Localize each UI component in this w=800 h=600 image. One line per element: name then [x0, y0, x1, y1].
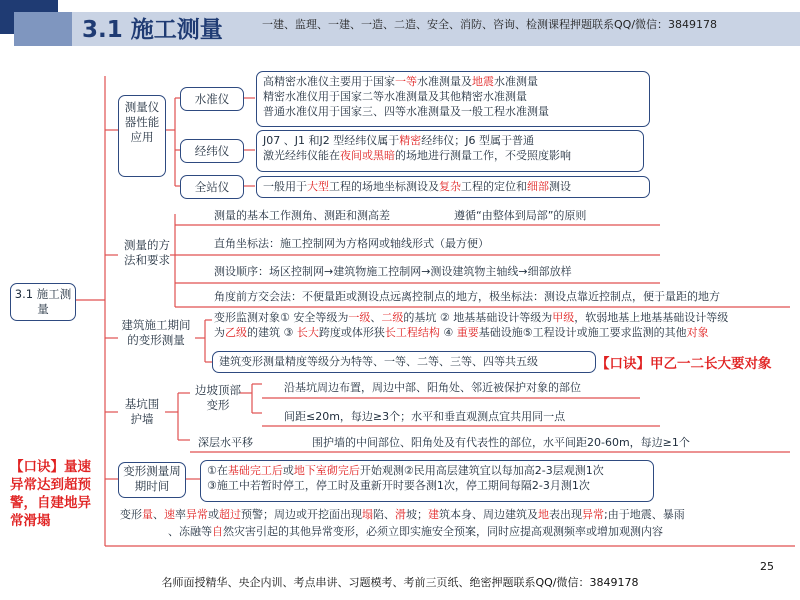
pit-slope-line-2: 间距≤20m，每边≥3个；水平和垂直观测点宜共用同一点 [284, 410, 566, 423]
category-deform [120, 318, 192, 348]
category-deform-label: 建筑施工期间的变形测量 [121, 318, 191, 347]
node-theodolite-label: 经纬仪 [194, 144, 230, 158]
methods-principle: 遵循“由整体到局部”的原则 [454, 209, 587, 222]
category-pit-label: 基坑围护墙 [124, 397, 160, 426]
pit-slope-line-1: 沿基坑周边布置，周边中部、阳角处、邻近被保护对象的部位 [284, 381, 581, 394]
root-node [10, 283, 76, 321]
theodolite-detail [256, 130, 644, 172]
level-detail [256, 71, 650, 127]
level-line-2: 精密水准仪用于国家二等水准测量及其他精密水准测量 [263, 90, 527, 103]
pit-slope-node [190, 383, 246, 413]
header-contact-note: 一建、监理、一建、一造、二造、安全、消防、咨询、检测课程押题联系QQ/微信：3849178 [262, 18, 718, 31]
pit-deep-text: 围护墙的中间部位、阳角处及有代表性的部位，水平间距20-60m，每边≥1个 [312, 436, 690, 449]
category-methods [120, 238, 174, 268]
root-label: 3.1 施工测量 [14, 287, 72, 316]
theodolite-line-1: J07 、J1 和J2 型经纬仪属于精密经纬仪；J6 型属于普通 [263, 134, 534, 147]
node-level-label: 水准仪 [194, 92, 230, 106]
node-total-station-label: 全站仪 [194, 180, 230, 194]
alarm-detail [120, 507, 800, 539]
period-detail [200, 460, 654, 502]
period-line-2: ③施工中若暂时停工，停工时及重新开时要各测1次，停工期间每隔2-3月测1次 [207, 479, 590, 492]
methods-basic: 测量的基本工作测角、测距和测高差 [214, 209, 390, 222]
methods-coordinate: 直角坐标法：施工控制网为方格网或轴线形式（最方便） [214, 237, 489, 250]
alarm-line-1: 变形量、速率异常或超过预警；周边或开挖面出现塌陷、滑坡；建筑本身、周边建筑及地表出现异常;由于地震、暴雨 [120, 508, 685, 521]
period-line-1: ①在基础完工后或地下室砌完后开始观测②民用高层建筑宜以每加高2-3层观测1次 [207, 464, 604, 477]
total-station-line: 一般用于大型工程的场地坐标测设及复杂工程的定位和细部测设 [263, 180, 571, 193]
node-theodolite [180, 139, 244, 163]
deform-objects-line-2: 为乙级的建筑 ③ 长大跨度或体形狭长工程结构 ④ 重要基础设施⑤工程设计或施工要求监测的其他对象 [214, 326, 709, 339]
deform-mnemonic: 【口诀】甲乙一二长大要对象 [596, 356, 772, 372]
deform-objects-line-1: 变形监测对象① 安全等级为一级、二级的基坑 ② 地基基础设计等级为甲级，软弱地基上地基基础设计等级 [214, 311, 729, 324]
theodolite-line-2: 激光经纬仪能在夜间或黑暗的场地进行测量工作，不受照度影响 [263, 149, 571, 162]
pit-deep-label: 深层水平移 [198, 436, 253, 449]
alarm-line-2: 、冻融等自然灾害引起的其他异常变形，必须立即实施安全预案，同时应提高观测频率或增加观测内容 [168, 525, 663, 538]
left-mnemonic: 【口诀】量速异常达到超预警，自建地异常滑塌 [10, 459, 91, 529]
page-title: 3.1 施工测量 [82, 17, 223, 43]
node-level [180, 87, 244, 111]
footer-note: 名师面授精华、央企内训、考点串讲、习题模考、考前三页纸、绝密押题联系QQ/微信：3849178 [161, 576, 639, 589]
category-pit [120, 397, 164, 427]
deform-precision-box [212, 351, 596, 373]
category-instruments [118, 95, 166, 177]
category-period-label: 变形测量周期时间 [123, 464, 181, 493]
total-station-detail [256, 176, 650, 198]
methods-order: 测设顺序：场区控制网→建筑物施工控制网→测设建筑物主轴线→细部放样 [214, 265, 572, 278]
node-total-station [180, 175, 244, 199]
pit-slope-label: 边坡顶部变形 [195, 383, 241, 412]
methods-intersection: 角度前方交会法：不便量距或测设点远离控制点的地方，极坐标法：测设点靠近控制点，便于量距的地方 [214, 290, 720, 303]
deform-objects [214, 310, 794, 340]
level-line-3: 普通水准仪用于国家三、四等水准测量及一般工程水准测量 [263, 105, 549, 118]
deform-precision: 建筑变形测量精度等级分为特等、一等、二等、三等、四等共五级 [219, 355, 538, 368]
category-methods-label: 测量的方法和要求 [124, 238, 170, 267]
category-period [118, 462, 186, 498]
page-number: 25 [760, 560, 774, 573]
category-instruments-label: 测量仪器性能应用 [124, 100, 160, 144]
level-line-1: 高精密水准仪主要用于国家一等水准测量及地震水准测量 [263, 75, 538, 88]
